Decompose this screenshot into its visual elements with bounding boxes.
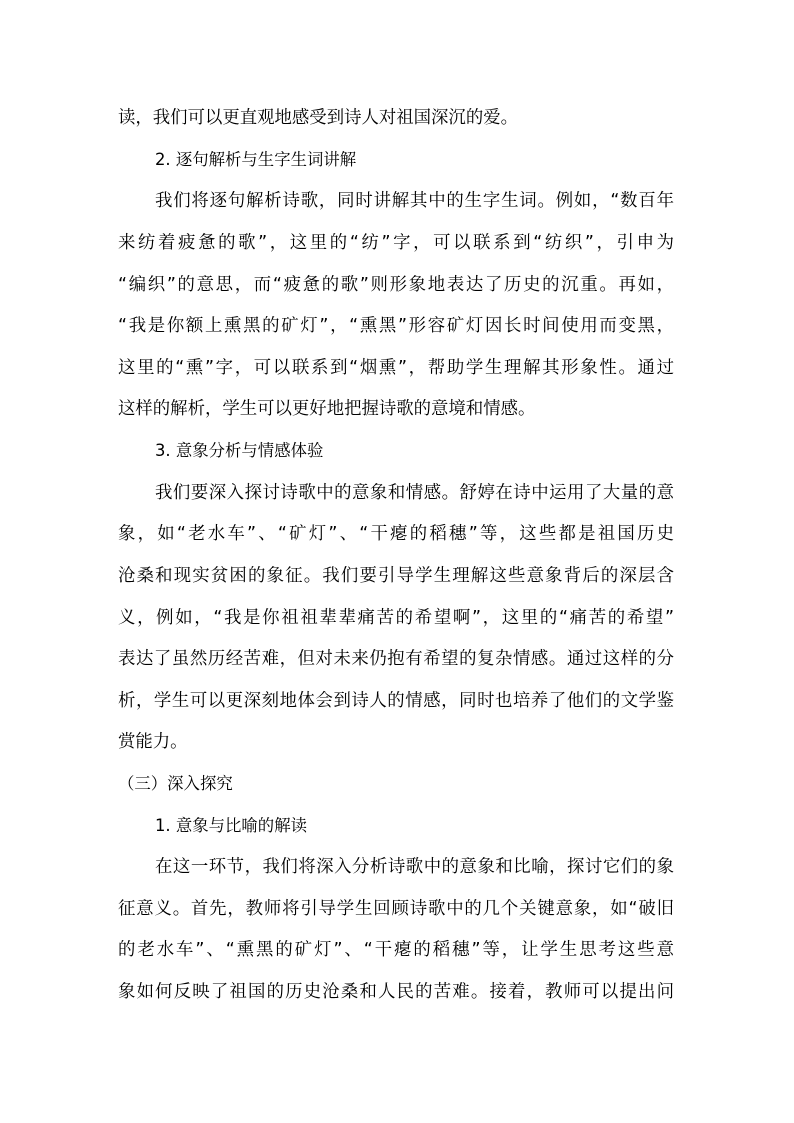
- paragraph-line: “编织”的意思，而“疲惫的歌”则形象地表达了历史的沉重。再如，: [118, 275, 674, 295]
- paragraph-line: 在这一环节，我们将深入分析诗歌中的意象和比喻，探讨它们的象: [155, 857, 674, 877]
- paragraph-line: 象，如“老水车”、“矿灯”、“干瘪的稻穗”等，这些都是祖国历史: [118, 524, 674, 544]
- subheading: 1. 意象与比喻的解读: [155, 816, 307, 835]
- paragraph-line: 这里的“熏”字，可以联系到“烟熏”，帮助学生理解其形象性。通过: [118, 358, 674, 378]
- paragraph-line: 表达了虽然历经苦难，但对未来仍抱有希望的复杂情感。通过这样的分: [118, 649, 674, 669]
- paragraph-line: 义，例如，“我是你祖祖辈辈痛苦的希望啊”，这里的“痛苦的希望”: [118, 608, 674, 628]
- subheading: 3. 意象分析与情感体验: [155, 441, 324, 460]
- subheading: 2. 逐句解析与生字生词讲解: [155, 150, 357, 169]
- paragraph-line: 征意义。首先，教师将引导学生回顾诗歌中的几个关键意象，如“破旧: [118, 899, 674, 919]
- paragraph-line: “我是你额上熏黑的矿灯”，“熏黑”形容矿灯因长时间使用而变黑，: [118, 316, 674, 336]
- paragraph-line: 这样的解析，学生可以更好地把握诗歌的意境和情感。: [118, 399, 536, 419]
- paragraph-line: 象如何反映了祖国的历史沧桑和人民的苦难。接着，教师可以提出问: [118, 982, 674, 1002]
- paragraph-line: 我们要深入探讨诗歌中的意象和情感。舒婷在诗中运用了大量的意: [155, 483, 674, 503]
- paragraph-line: 沧桑和现实贫困的象征。我们要引导学生理解这些意象背后的深层含: [118, 566, 674, 586]
- paragraph-line: 来纺着疲惫的歌”，这里的“纺”字，可以联系到“纺织”，引申为: [118, 233, 674, 253]
- section-heading: （三）深入探究: [118, 774, 233, 793]
- paragraph-line: 的老水车”、“熏黑的矿灯”、“干瘪的稻穗”等，让学生思考这些意: [118, 940, 674, 960]
- paragraph-line: 赏能力。: [118, 732, 188, 752]
- paragraph-line: 我们将逐句解析诗歌，同时讲解其中的生字生词。例如，“数百年: [155, 191, 674, 211]
- paragraph-line: 读，我们可以更直观地感受到诗人对祖国深沉的爱。: [118, 108, 518, 128]
- paragraph-line: 析，学生可以更深刻地体会到诗人的情感，同时也培养了他们的文学鉴: [118, 691, 674, 711]
